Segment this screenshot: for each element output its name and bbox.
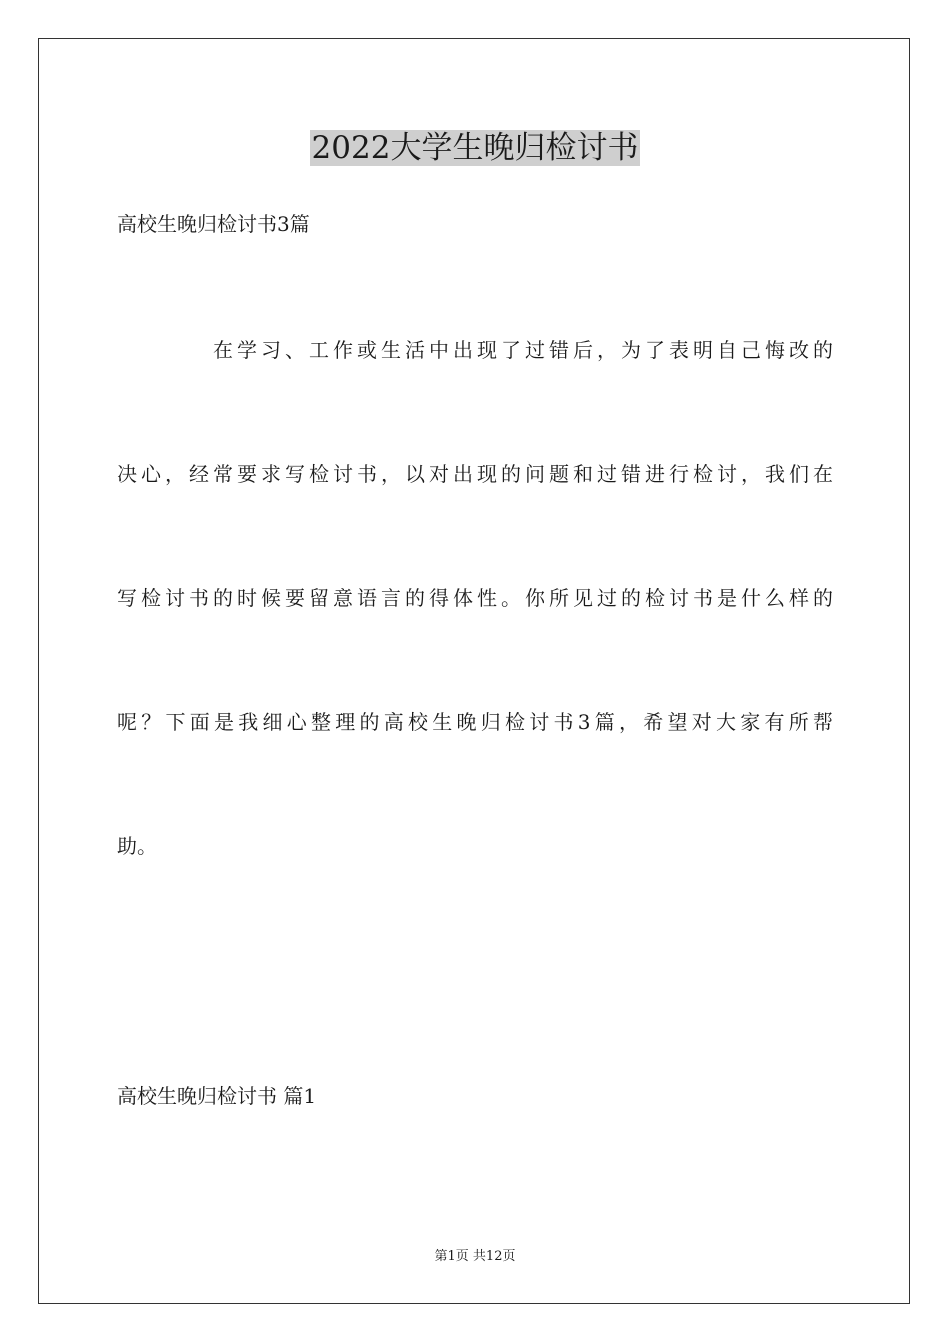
page-number-footer: 第1页 共12页 xyxy=(434,1249,516,1264)
intro-paragraph-line: 助。 xyxy=(117,834,157,858)
document-subtitle: 高校生晚归检讨书3篇 xyxy=(117,212,310,236)
intro-paragraph-line: 在学习、工作或生活中出现了过错后，为了表明自己悔改的 xyxy=(213,338,833,362)
intro-paragraph-line: 呢？下面是我细心整理的高校生晚归检讨书3篇，希望对大家有所帮 xyxy=(117,710,833,734)
section-heading: 高校生晚归检讨书 篇1 xyxy=(117,1084,317,1108)
document-title xyxy=(0,128,950,168)
document-title-text: 2022大学生晚归检讨书 xyxy=(311,130,639,166)
intro-paragraph-line: 决心，经常要求写检讨书，以对出现的问题和过错进行检讨，我们在 xyxy=(117,462,833,486)
intro-paragraph-line: 写检讨书的时候要留意语言的得体性。你所见过的检讨书是什么样的 xyxy=(117,586,833,610)
